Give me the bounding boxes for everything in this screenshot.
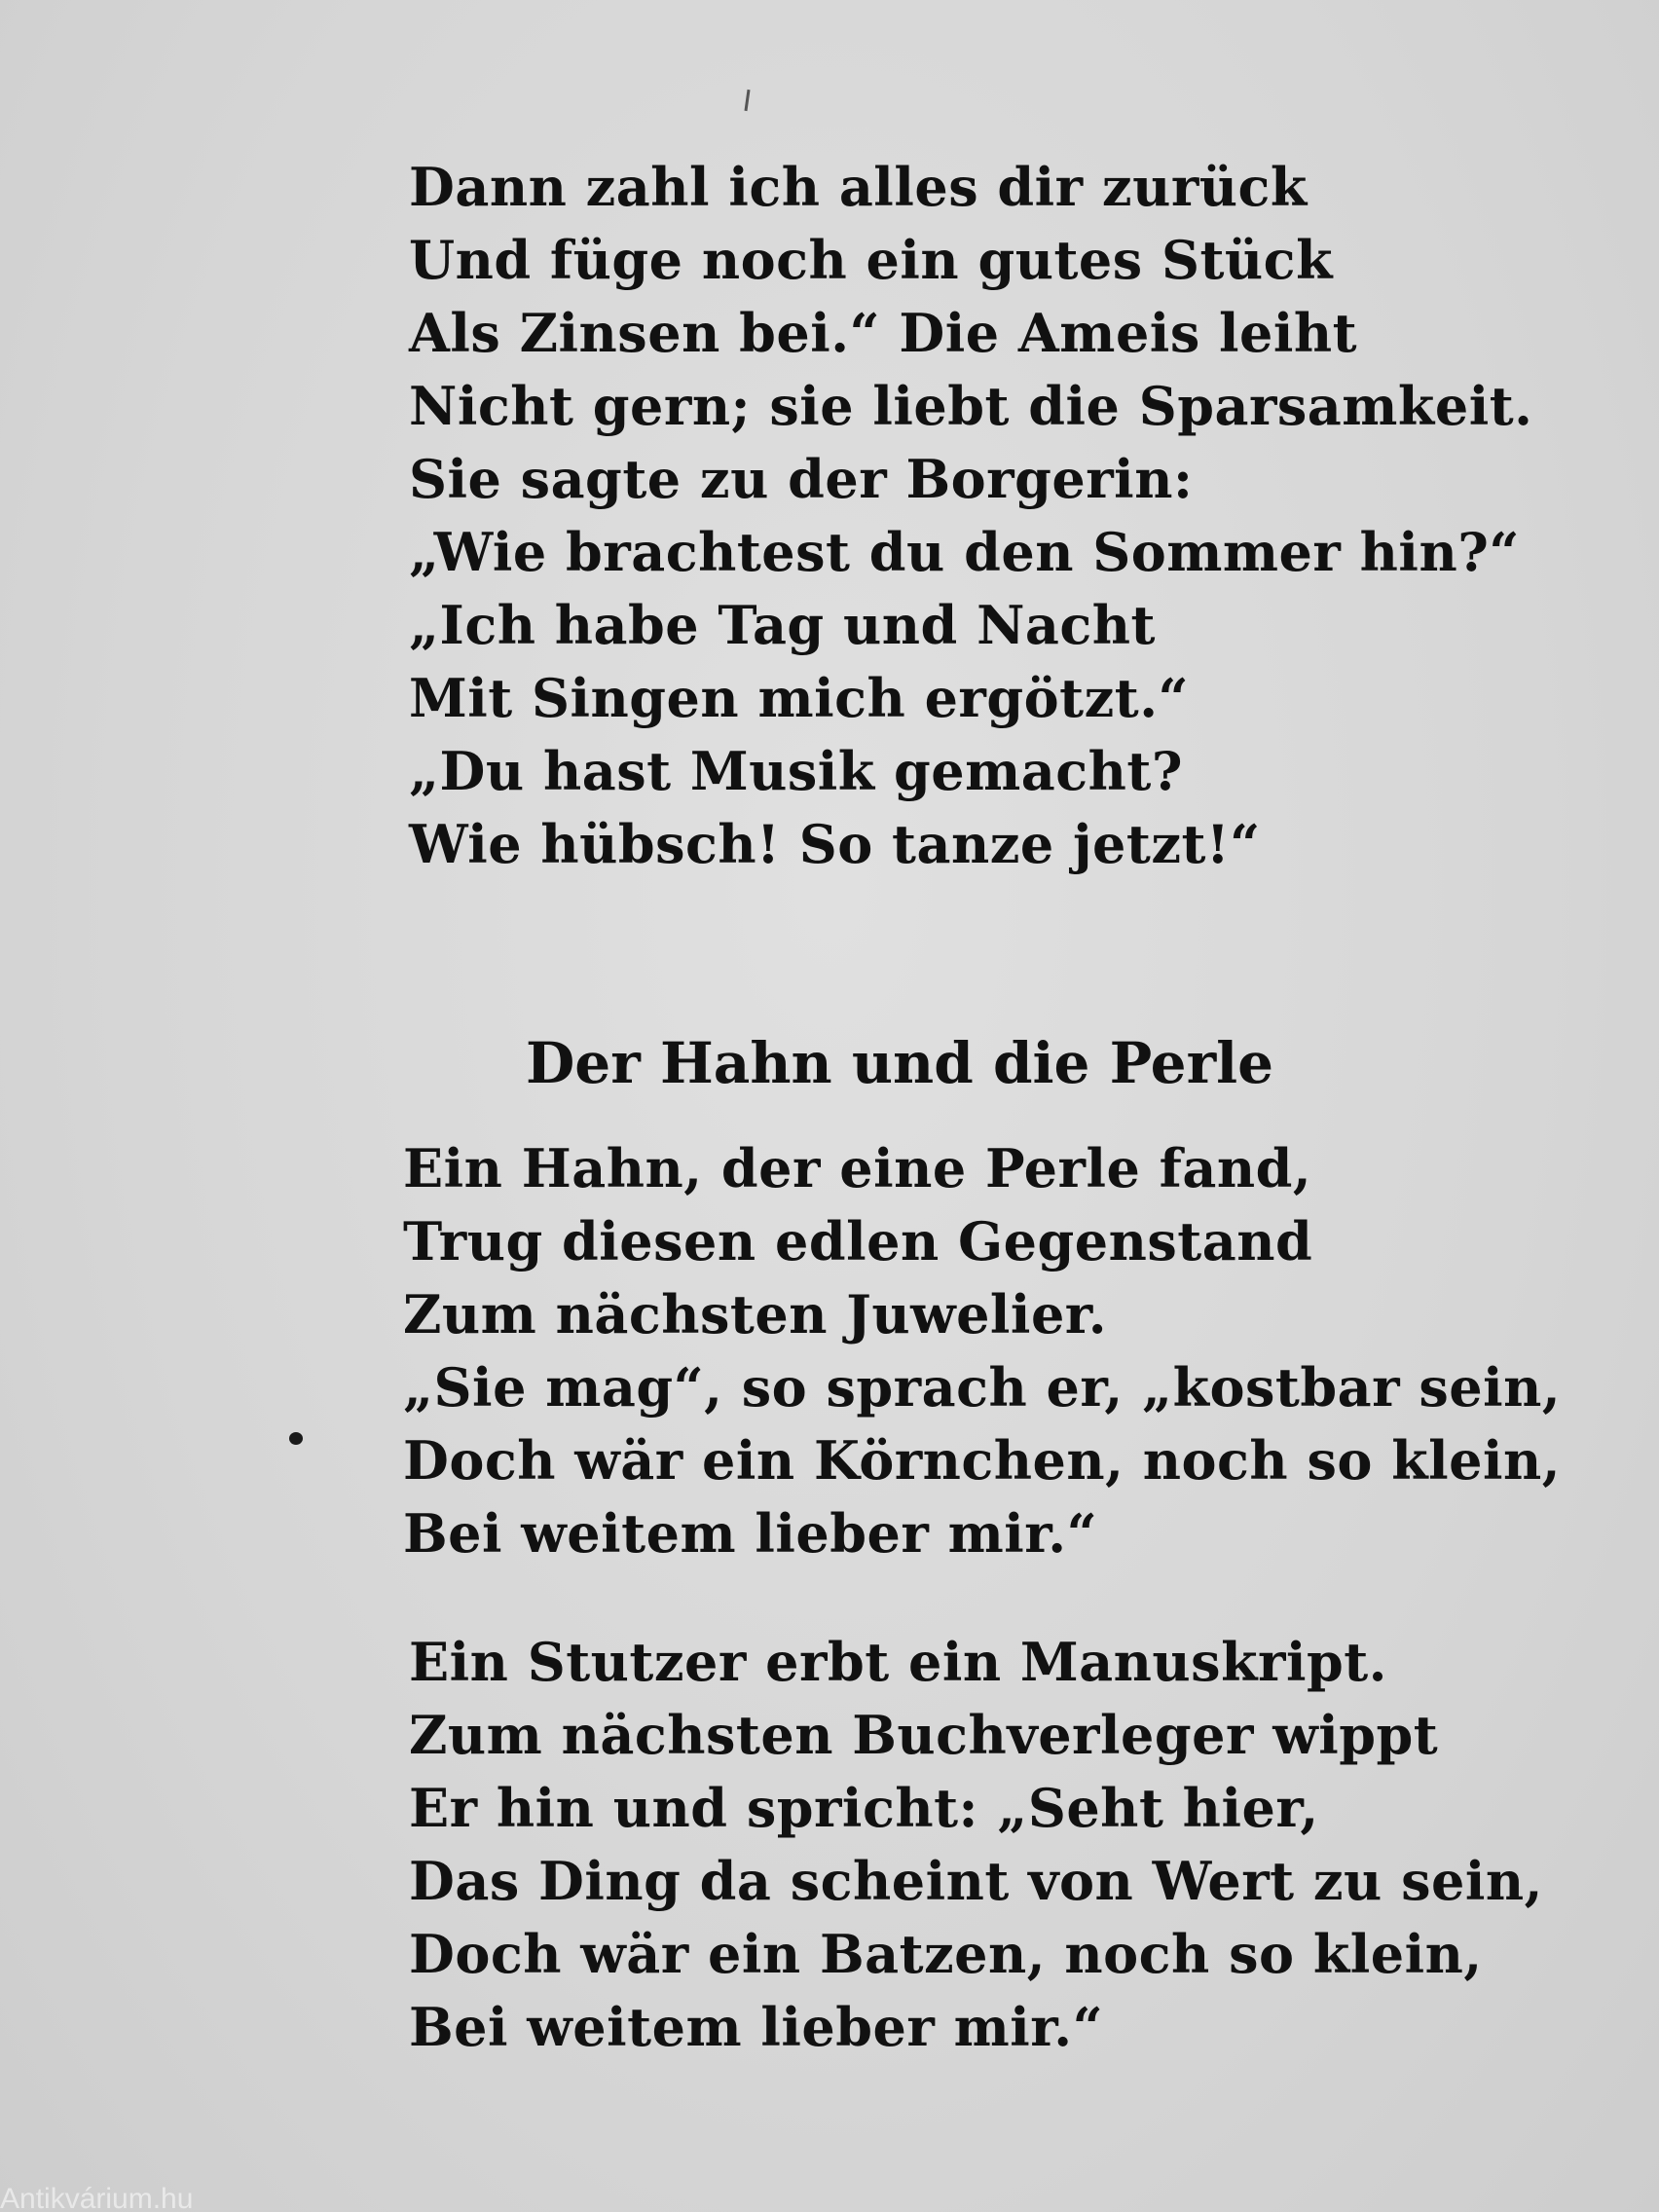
verse-line: Mit Singen mich ergötzt.“ (409, 667, 1190, 729)
verse-line: „Du hast Musik gemacht? (409, 740, 1183, 802)
poem-title: Der Hahn und die Perle (526, 1030, 1274, 1096)
verse-line: Als Zinsen bei.“ Die Ameis leiht (409, 302, 1358, 364)
verse-line: Doch wär ein Körnchen, noch so klein, (403, 1429, 1562, 1492)
verse-line: Er hin und spricht: „Seht hier, (409, 1777, 1319, 1839)
paper-mark (744, 90, 750, 111)
verse-line: Trug diesen edlen Gegenstand (403, 1210, 1313, 1272)
stanza-1 (409, 151, 1532, 881)
verse-line: Zum nächsten Juwelier. (403, 1283, 1108, 1346)
verse-line: Und füge noch ein gutes Stück (409, 229, 1333, 291)
verse-line: Zum nächsten Buchverleger wippt (409, 1704, 1439, 1766)
verse-line: Dann zahl ich alles dir zurück (409, 156, 1308, 218)
watermark: Antikvárium.hu (0, 2187, 194, 2212)
verse-line: Bei weitem lieber mir.“ (403, 1502, 1098, 1565)
verse-line: „Sie mag“, so sprach er, „kostbar sein, (403, 1356, 1562, 1419)
verse-line: Das Ding da scheint von Wert zu sein, (409, 1850, 1543, 1912)
verse-line: Wie hübsch! So tanze jetzt!“ (409, 813, 1261, 875)
verse-line: Ein Stutzer erbt ein Manuskript. (409, 1631, 1387, 1693)
verse-line: Nicht gern; sie liebt die Sparsamkeit. (409, 375, 1533, 437)
ink-speck (289, 1432, 303, 1445)
verse-line: Bei weitem lieber mir.“ (409, 1996, 1104, 2058)
verse-line: „Wie brachtest du den Sommer hin?“ (409, 521, 1520, 583)
stanza-3 (409, 1626, 1543, 2064)
stanza-2 (403, 1132, 1561, 1570)
verse-line: Ein Hahn, der eine Perle fand, (403, 1137, 1312, 1199)
verse-line: „Ich habe Tag und Nacht (409, 594, 1156, 656)
verse-line: Doch wär ein Batzen, noch so klein, (409, 1923, 1483, 1985)
verse-line: Sie sagte zu der Borgerin: (409, 448, 1194, 510)
